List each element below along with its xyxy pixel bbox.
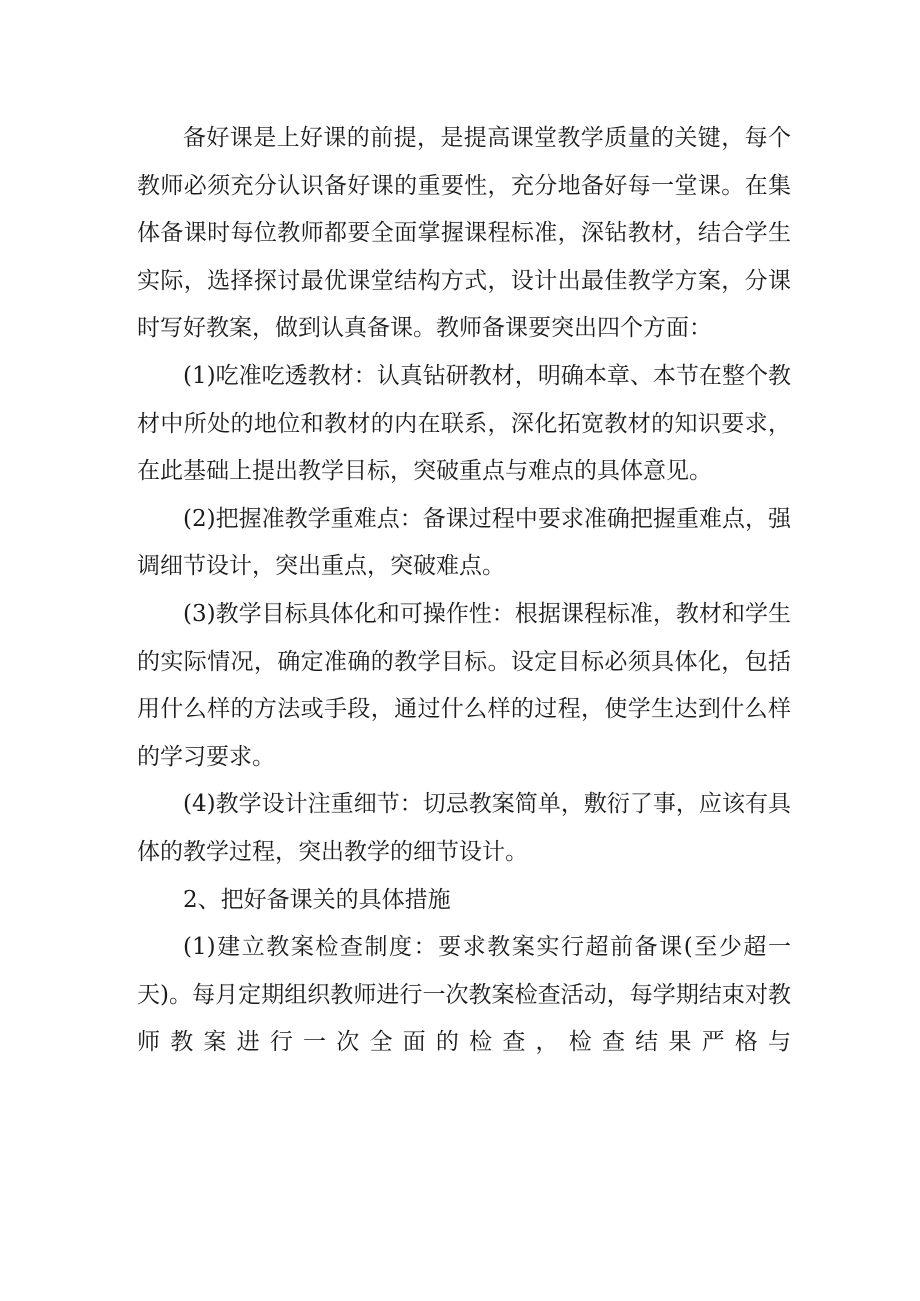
paragraph-item-1: (1)吃准吃透教材：认真钻研教材，明确本章、本节在整个教材中所处的地位和教材的内在联系，深化拓宽教材的知识要求，在此基础上提出教学目标，突破重点与难点的具体意见。 [137, 362, 791, 485]
paragraph-item-3: (3)教学目标具体化和可操作性：根据课程标准，教材和学生的实际情况，确定准确的教学目标。设定目标必须具体化，包括用什么样的方法或手段，通过什么样的过程，使学生达到什么样的学习要求。 [137, 600, 791, 770]
paragraph-item-4: (4)教学设计注重细节：切忌教案简单，敷衍了事，应该有具体的教学过程，突出教学的细节设计。 [137, 791, 791, 865]
section-heading-2: 2、把好备课关的具体措施 [183, 886, 451, 913]
document-body [137, 115, 791, 1067]
paragraph-measure-1: (1)建立教案检查制度：要求教案实行超前备课(至少超一天)。每月定期组织教师进行一次教案检查活动，每学期结束对教师教案进行一次全面的检查，检查结果严格与 [137, 934, 791, 1056]
paragraph-item-2: (2)把握准教学重难点：备课过程中要求准确把握重难点，强调细节设计，突出重点，突破难点。 [137, 505, 791, 580]
paragraph-intro: 备好课是上好课的前提，是提高课堂教学质量的关键，每个教师必须充分认识备好课的重要性，充分地备好每一堂课。在集体备课时每位教师都要全面掌握课程标准，深钻教材，结合学生实际，选择探讨最优课堂结构方式，设计出最佳教学方案，分课时写好教案，做到认真备课。教师备课要突出四个方面： [137, 125, 791, 342]
